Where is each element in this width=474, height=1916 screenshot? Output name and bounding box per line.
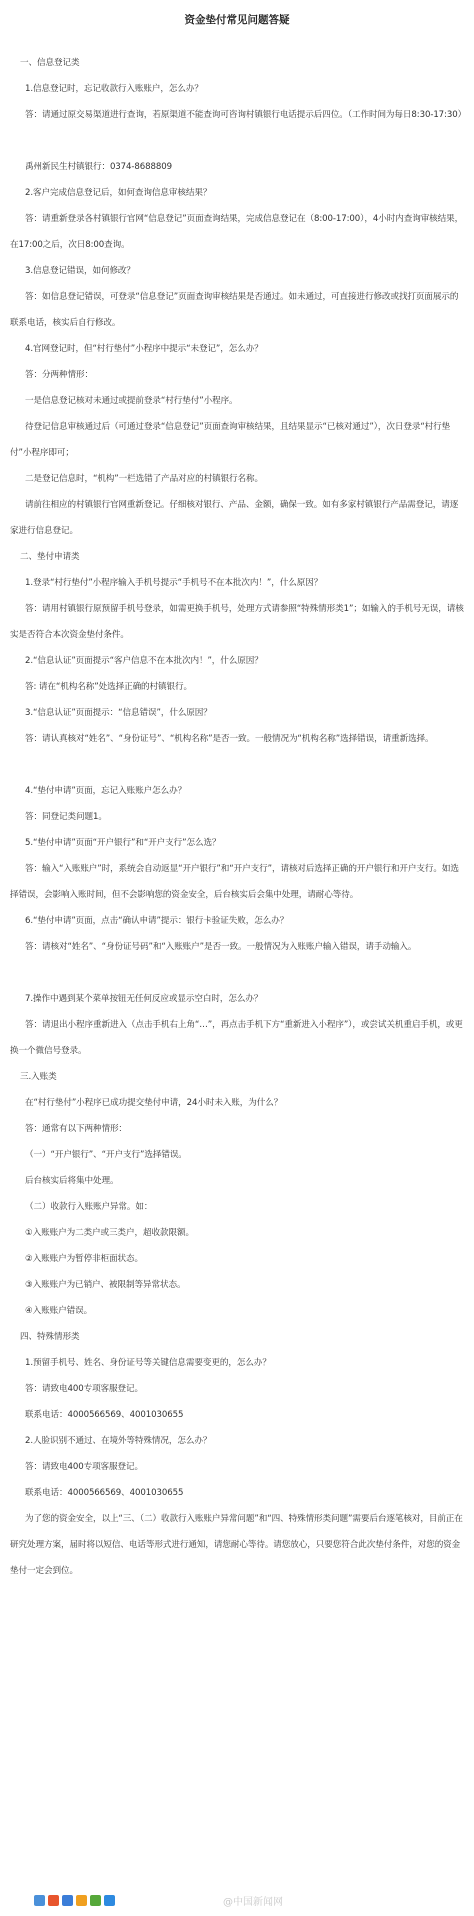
reason-2-item-3: ③入账账户为已销户、被限制等异常状态。: [25, 1280, 186, 1290]
document-title: 资金垫付常见问题答疑: [184, 14, 290, 26]
case-2-detail: 请前往相应的村镇银行官网重新登记。仔细核对银行、产品、金额，确保一致。如有多家村镇银行产品需登记，请逐家进行信息登记。: [10, 500, 459, 536]
reason-2-item-1: ①入账账户为二类户或三类户，超收款限额。: [25, 1228, 194, 1238]
share-icon-5[interactable]: [90, 1895, 101, 1906]
answer-2-6: 答：请核对“姓名”、“身份证号码”和“入账账户”是否一致。一般情况为入账账户输入错误，请手动输入。: [25, 942, 417, 952]
answer-2-7: 答：请退出小程序重新进入（点击手机右上角“…”，再点击手机下方“重新进入小程序”），或尝试关机重启手机，或更换一个微信号登录。: [10, 1020, 463, 1056]
answer-4-2-phone: 联系电话：4000566569、4001030655: [25, 1488, 184, 1498]
answer-2-3: 答：请认真核对“姓名”、“身份证号”、“机构名称”是否一致。一般情况为“机构名称”选择错误，请重新选择。: [25, 734, 434, 744]
share-icon-3[interactable]: [62, 1895, 73, 1906]
answer-1-2: 答：请重新登录各村镇银行官网“信息登记”页面查询结果，完成信息登记在（8:00-17:00），4小时内查询审核结果，在17:00之后，次日8:00查询。: [10, 214, 464, 250]
contact-phone: 禹州新民生村镇银行：0374-8688809: [25, 162, 172, 172]
share-icon-1[interactable]: [34, 1895, 45, 1906]
watermark: @中国新闻网: [223, 1897, 283, 1908]
section-heading-3: 三.入账类: [20, 1072, 57, 1082]
closing-note: 为了您的资金安全，以上“三、（二）收款行入账账户异常问题”和“四、特殊情形类问题”需要后台逐笔核对，目前正在研究处理方案，届时将以短信、电话等形式进行通知，请您耐心等待。请您放心，只要您符合此次垫付条件，对您的资金垫付一定会到位。: [10, 1514, 463, 1576]
question-1-1: 1.信息登记时，忘记收款行入账账户，怎么办？: [25, 84, 203, 94]
question-2-3: 3.“信息认证”页面提示：“信息错误”，什么原因？: [25, 708, 212, 718]
question-2-1: 1.登录“村行垫付”小程序输入手机号提示“手机号不在本批次内！”，什么原因？: [25, 578, 323, 588]
answer-1-3: 答：如信息登记错误，可登录“信息登记”页面查询审核结果是否通过。如未通过，可直接进行修改或找打页面展示的联系电话，核实后自行修改。: [10, 292, 459, 328]
answer-3-1: 答：通常有以下两种情形：: [25, 1124, 127, 1134]
question-2-4: 4.“垫付申请”页面，忘记入账账户怎么办？: [25, 786, 187, 796]
question-2-2: 2.“信息认证”页面提示“客户信息不在本批次内！”，什么原因？: [25, 656, 263, 666]
case-1-detail: 待登记信息审核通过后（可通过登录“信息登记”页面查询审核结果，且结果显示“已核对通过”），次日登录“村行垫付”小程序即可；: [10, 422, 451, 458]
answer-2-4: 答：同登记类问题1。: [25, 812, 107, 822]
section-heading-4: 四、特殊情形类: [20, 1332, 80, 1342]
answer-1-1: 答：请通过原交易渠道进行查询，若原渠道不能查询可咨询村镇银行电话提示后四位。（工作时间为每日8:30-17:30）: [25, 110, 467, 120]
reason-2-item-2: ②入账账户为暂停非柜面状态。: [25, 1254, 144, 1264]
reason-1-note: 后台核实后将集中处理。: [25, 1176, 119, 1186]
share-toolbar: [34, 1895, 115, 1906]
question-2-6: 6.“垫付申请”页面，点击“确认申请”提示：银行卡验证失败，怎么办？: [25, 916, 289, 926]
question-3-1: 在“村行垫付”小程序已成功提交垫付申请，24小时未入账，为什么？: [25, 1098, 283, 1108]
section-heading-1: 一、信息登记类: [20, 58, 80, 68]
answer-2-1: 答：请用村镇银行原预留手机号登录，如需更换手机号，处理方式请参照“特殊情形类1”；如输入的手机号无误，请核实是否符合本次资金垫付条件。: [10, 604, 464, 640]
case-1: 一是信息登记核对未通过或提前登录“村行垫付”小程序。: [25, 396, 238, 406]
share-icon-4[interactable]: [76, 1895, 87, 1906]
answer-2-5: 答：输入“入账账户”时，系统会自动返显“开户银行”和“开户支行”，请核对后选择正确的开户银行和开户支行。如选择错误，会影响入账时间，但不会影响您的资金安全，后台核实后会集中处理，请耐心等待。: [10, 864, 459, 900]
reason-2-item-4: ④入账账户错误。: [25, 1306, 93, 1316]
share-icon-2[interactable]: [48, 1895, 59, 1906]
question-4-1: 1.预留手机号、姓名、身份证号等关键信息需要变更的，怎么办？: [25, 1358, 271, 1368]
question-1-2: 2.客户完成信息登记后，如何查询信息审核结果？: [25, 188, 212, 198]
answer-4-1: 答：请致电400专项客服登记。: [25, 1384, 144, 1394]
answer-1-4: 答：分两种情形：: [25, 370, 93, 380]
answer-4-2: 答：请致电400专项客服登记。: [25, 1462, 144, 1472]
question-1-4: 4.官网登记时，但“村行垫付”小程序中提示“未登记”，怎么办？: [25, 344, 263, 354]
question-2-7: 7.操作中遇到某个菜单按钮无任何反应或显示空白时，怎么办？: [25, 994, 263, 1004]
question-2-5: 5.“垫付申请”页面“开户银行”和“开户支行”怎么选？: [25, 838, 221, 848]
share-icon-6[interactable]: [104, 1895, 115, 1906]
section-heading-2: 二、垫付申请类: [20, 552, 80, 562]
reason-2: （二）收款行入账账户异常。如：: [25, 1202, 153, 1212]
question-1-3: 3.信息登记错误，如何修改？: [25, 266, 135, 276]
case-2: 二是登记信息时，“机构”一栏选错了产品对应的村镇银行名称。: [25, 474, 264, 484]
answer-4-1-phone: 联系电话：4000566569、4001030655: [25, 1410, 184, 1420]
reason-1: （一）“开户银行”、“开户支行”选择错误。: [25, 1150, 187, 1160]
answer-2-2: 答: 请在“机构名称”处选择正确的村镇银行。: [25, 682, 193, 692]
question-4-2: 2.人脸识别不通过、在境外等特殊情况，怎么办？: [25, 1436, 212, 1446]
